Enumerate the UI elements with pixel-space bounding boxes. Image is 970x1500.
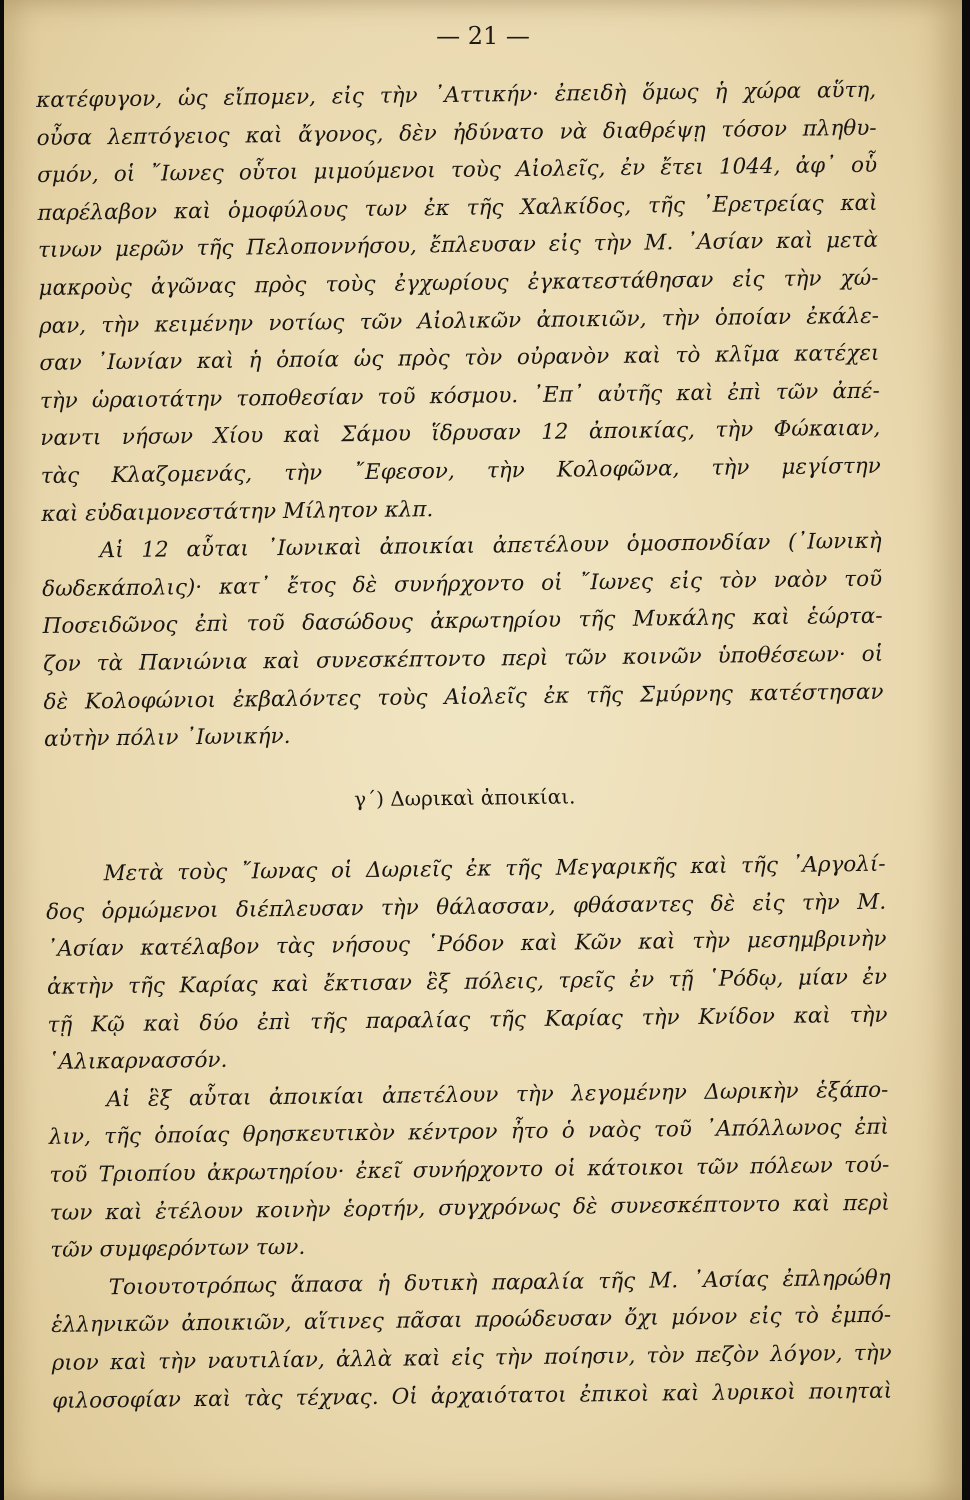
text-line: ἑλληνικῶν ἀποικιῶν, αἵτινες πᾶσαι προώδευσαν ὄχι μόνον εἰς τὸ ἐμπό-: [51, 1303, 892, 1339]
text-line: δὲ Κολοφώνιοι ἐκβαλόντες τοὺς Αἰολεῖς ἐκ τῆς Σμύρνης κατέστησαν: [43, 679, 884, 715]
paragraph-ionian-colonies: [36, 72, 881, 533]
page-number: — 21 —: [436, 22, 530, 50]
text-line: τῶν συμφερόντων των.: [50, 1235, 306, 1264]
text-line: των καὶ ἐτέλουν κοινὴν ἑορτήν, συγχρόνως δὲ συνεσκέπτοντο καὶ περὶ: [49, 1190, 890, 1226]
text-line: ῾Αλικαρνασσόν.: [47, 1047, 228, 1076]
paragraph-dorian-hexapolis: [48, 1072, 890, 1270]
text-line: τῇ Κῷ καὶ δύο ἐπὶ τῆς παραλίας τῆς Καρίας τὴν Κνίδον καὶ τὴν: [47, 1002, 888, 1038]
text-line: δος ὁρμώμενοι διέπλευσαν τὴν θάλασσαν, φθάσαντες δὲ εἰς τὴν Μ.: [45, 889, 887, 925]
text-line: ζον τὰ Πανιώνια καὶ συνεσκέπτοντο περὶ τῶν κοινῶν ὑποθέσεων· οἱ: [42, 641, 884, 677]
text-line: ραν, τὴν κειμένην νοτίως τῶν Αἰολικῶν ἀποικιῶν, τὴν ὁποίαν ἐκάλε-: [38, 303, 880, 339]
text-line: οὖσα λεπτόγειος καὶ ἄγονος, δὲν ἠδύνατο νὰ διαθρέψῃ τόσον πληθυ-: [36, 115, 877, 151]
text-line: τοῦ Τριοπίου ἀκρωτηρίου· ἐκεῖ συνήρχοντο οἱ κάτοικοι τῶν πόλεων τού-: [49, 1152, 890, 1188]
paragraph-west-coast: [51, 1259, 893, 1420]
page-text: [36, 72, 892, 1420]
text-line: ναντι νήσων Χίου καὶ Σάμου ἵδρυσαν 12 ἀποικίας, τὴν Φώκαιαν,: [40, 416, 881, 452]
paragraph-dorian-colonies: [45, 846, 888, 1082]
text-line: ἀκτὴν τῆς Καρίας καὶ ἔκτισαν ἓξ πόλεις, τρεῖς ἐν τῇ ῾Ρόδῳ, μίαν ἐν: [46, 964, 888, 1000]
text-line: δωδεκάπολις)· κατ᾿ ἔτος δὲ συνήρχοντο οἱ ῎Ιωνες εἰς τὸν ναὸν τοῦ: [42, 566, 883, 602]
text-line: λιν, τῆς ὁποίας θρησκευτικὸν κέντρον ἦτο ὁ ναὸς τοῦ ᾿Απόλλωνος ἐπὶ: [48, 1115, 889, 1151]
text-line: Αἱ ἓξ αὗται ἀποικίαι ἀπετέλουν τὴν λεγομένην Δωρικὴν ἑξάπο-: [106, 1077, 889, 1113]
text-line: κατέφυγον, ὡς εἴπομεν, εἰς τὴν ᾿Αττικήν· ἐπειδὴ ὅμως ἡ χώρα αὕτη,: [36, 77, 877, 113]
section-heading: γ΄) Δωρικαὶ ἀποικίαι.: [354, 784, 576, 811]
text-line: Μετὰ τοὺς ῎Ιωνας οἱ Δωριεῖς ἐκ τῆς Μεγαρικῆς καὶ τῆς ᾿Αργολί-: [103, 851, 886, 887]
text-line: τινων μερῶν τῆς Πελοποννήσου, ἔπλευσαν εἰς τὴν Μ. ᾿Ασίαν καὶ μετὰ: [37, 228, 879, 264]
text-line: αὐτὴν πόλιν ᾿Ιωνικήν.: [43, 724, 291, 753]
text-line: σαν ᾿Ιωνίαν καὶ ἡ ὁποία ὡς πρὸς τὸν οὐρανὸν καὶ τὸ κλῖμα κατέχει: [39, 340, 880, 377]
text-line: ριον καὶ τὴν ναυτιλίαν, ἀλλὰ καὶ εἰς τὴν ποίησιν, τὸν πεζὸν λόγον, τὴν: [51, 1340, 892, 1376]
text-line: μακροὺς ἀγῶνας πρὸς τοὺς ἐγχωρίους ἐγκατεστάθησαν εἰς τὴν χώ-: [38, 265, 879, 301]
text-line: καὶ εὐδαιμονεστάτην Μίλητον κλπ.: [41, 496, 434, 527]
text-line: παρέλαβον καὶ ὁμοφύλους των ἐκ τῆς Χαλκίδος, τῆς ᾿Ερετρείας καὶ: [37, 190, 878, 226]
text-line: ᾿Ασίαν κατέλαβον τὰς νήσους ῾Ρόδον καὶ Κῶν καὶ τὴν μεσημβρινὴν: [46, 927, 887, 963]
text-line: Αἱ 12 αὗται ᾿Ιωνικαὶ ἀποικίαι ἀπετέλουν ὁμοσπονδίαν (᾿Ιωνικὴ: [99, 528, 882, 564]
text-line: φιλοσοφίαν καὶ τὰς τέχνας. Οἱ ἀρχαιότατοι ἐπικοὶ καὶ λυρικοὶ ποιηταὶ: [51, 1378, 893, 1414]
text-line: σμόν, οἱ ῎Ιωνες οὗτοι μιμούμενοι τοὺς Αἰολεῖς, ἐν ἔτει 1044, ἀφ᾿ οὗ: [36, 152, 878, 189]
book-page: [4, 0, 962, 1500]
paragraph-ionian-league: [42, 523, 885, 759]
text-line: Τοιουτοτρόπως ἅπασα ἡ δυτικὴ παραλία τῆς Μ. ᾿Ασίας ἐπληρώθη: [108, 1265, 891, 1301]
text-line: Ποσειδῶνος ἐπὶ τοῦ δασώδους ἀκρωτηρίου τῆς Μυκάλης καὶ ἑώρτα-: [42, 604, 883, 640]
text-line: τὰς Κλαζομενάς, τὴν ῎Εφεσον, τὴν Κολοφῶνα, τὴν μεγίστην: [40, 453, 881, 489]
text-line: τὴν ὡραιοτάτην τοποθεσίαν τοῦ κόσμου. ᾿Επ᾿ αὐτῆς καὶ ἐπὶ τῶν ἀπέ-: [39, 378, 880, 414]
